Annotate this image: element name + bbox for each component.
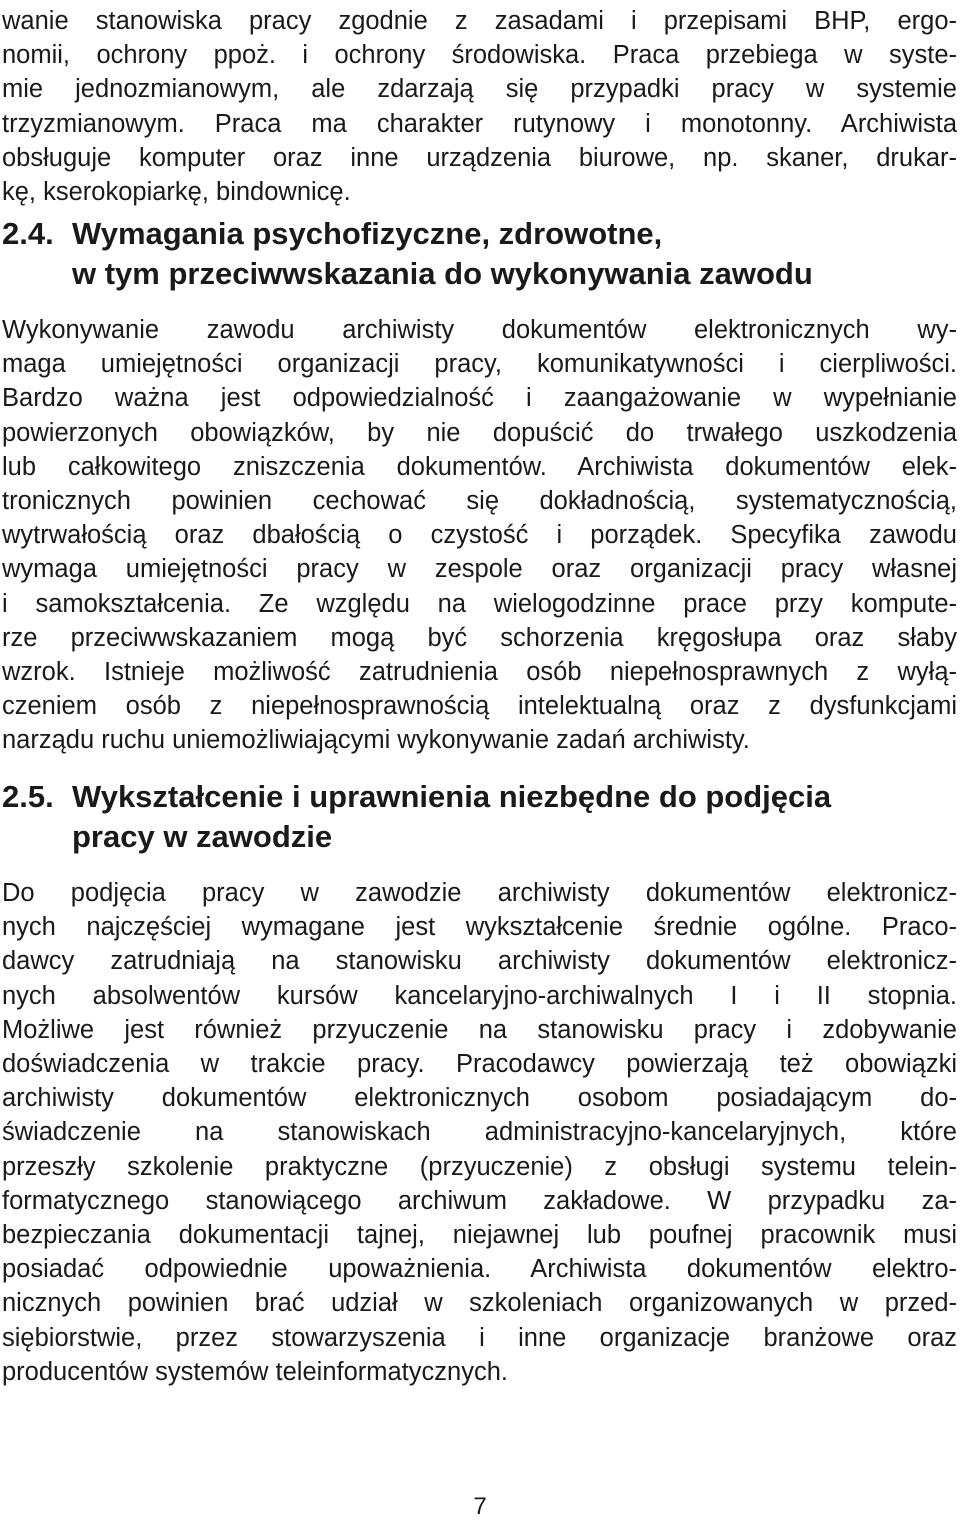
text-line: wanie stanowiska pracy zgodnie z zasadami i przepisami BHP, ergo-: [2, 7, 957, 35]
section-number: 2.4.: [2, 216, 54, 251]
text-line: obsługuje komputer oraz inne urządzenia biurowe, np. skaner, drukar-: [2, 143, 957, 172]
text-line: powierzonych obowiązków, by nie dopuścić do trwałego uszkodzenia: [2, 418, 957, 447]
text-line: tronicznych powinien cechować się dokładnością, systematycznością,: [2, 487, 957, 516]
text-line: rze przeciwwskazaniem mogą być schorzenia kręgosłupa oraz słaby: [2, 623, 957, 652]
text-line: nomii, ochrony ppoż. i ochrony środowiska. Praca przebiega w syste-: [2, 41, 957, 70]
text-line: siębiorstwie, przez stowarzyszenia i inne organizacje branżowe oraz: [2, 1323, 957, 1352]
section-heading-2-5: [2, 777, 957, 857]
text-line: wymaga umiejętności pracy w zespole oraz organizacji pracy własnej: [2, 555, 957, 584]
text-line: dawcy zatrudniają na stanowisku archiwisty dokumentów elektronicz-: [2, 947, 957, 976]
section-title-line2: pracy w zawodzie: [72, 819, 333, 854]
text-line: doświadczenia w trakcie pracy. Pracodawcy powierzają też obowiązki: [2, 1050, 957, 1079]
text-line: posiadać odpowiednie upoważnienia. Archiwista dokumentów elektro-: [2, 1255, 957, 1284]
text-line: przeszły szkolenie praktyczne (przyuczenie) z obsługi systemu telein-: [2, 1152, 957, 1181]
text-line: wzrok. Istnieje możliwość zatrudnienia osób niepełnosprawnych z wyłą-: [2, 658, 957, 687]
section-title-line2: w tym przeciwwskazania do wykonywania zawodu: [72, 256, 813, 291]
paragraph-intro: [2, 4, 957, 209]
page-number: 7: [473, 1493, 487, 1520]
text-line: trzyzmianowym. Praca ma charakter rutynowy i monotonny. Archiwista: [2, 109, 957, 138]
text-line: maga umiejętności organizacji pracy, komunikatywności i cierpliwości.: [2, 350, 957, 379]
text-line: wytrwałością oraz dbałością o czystość i porządek. Specyfika zawodu: [2, 521, 957, 550]
paragraph-requirements: [2, 313, 957, 758]
text-line: lub całkowitego zniszczenia dokumentów. Archiwista dokumentów elek-: [2, 452, 957, 481]
text-line: nych najczęściej wymagane jest wykształcenie średnie ogólne. Praco-: [2, 913, 957, 942]
section-title-line1: Wymagania psychofizyczne, zdrowotne,: [72, 216, 663, 251]
text-line: nych absolwentów kursów kancelaryjno-archiwalnych I i II stopnia.: [2, 981, 957, 1010]
text-line: Możliwe jest również przyuczenie na stanowisku pracy i zdobywanie: [2, 1015, 957, 1044]
section-number: 2.5.: [2, 779, 54, 814]
text-line: mie jednozmianowym, ale zdarzają się przypadki pracy w systemie: [2, 75, 957, 104]
section-title-line1: Wykształcenie i uprawnienia niezbędne do podjęcia: [72, 779, 832, 814]
text-line: archiwisty dokumentów elektronicznych osobom posiadającym do-: [2, 1084, 957, 1113]
paragraph-education: [2, 876, 957, 1389]
text-line: kę, kserokopiarkę, bindownicę.: [2, 178, 351, 207]
text-line: świadczenie na stanowiskach administracyjno-kancelaryjnych, które: [2, 1118, 957, 1147]
text-line: formatycznego stanowiącego archiwum zakładowe. W przypadku za-: [2, 1186, 957, 1215]
section-heading-2-4: [2, 214, 942, 294]
text-line: Bardzo ważna jest odpowiedzialność i zaangażowanie w wypełnianie: [2, 384, 957, 413]
text-line: Wykonywanie zawodu archiwisty dokumentów elektronicznych wy-: [2, 316, 957, 344]
text-line: narządu ruchu uniemożliwiającymi wykonywanie zadań archiwisty.: [2, 726, 750, 755]
text-line: i samokształcenia. Ze względu na wielogodzinne prace przy kompute-: [2, 589, 957, 618]
text-line: producentów systemów teleinformatycznych.: [2, 1357, 508, 1386]
text-line: czeniem osób z niepełnosprawnością intelektualną oraz z dysfunkcjami: [2, 692, 957, 721]
text-line: Do podjęcia pracy w zawodzie archiwisty dokumentów elektronicz-: [2, 879, 957, 907]
text-line: nicznych powinien brać udział w szkoleniach organizowanych w przed-: [2, 1289, 957, 1318]
text-line: bezpieczania dokumentacji tajnej, niejawnej lub poufnej pracownik musi: [2, 1221, 957, 1250]
